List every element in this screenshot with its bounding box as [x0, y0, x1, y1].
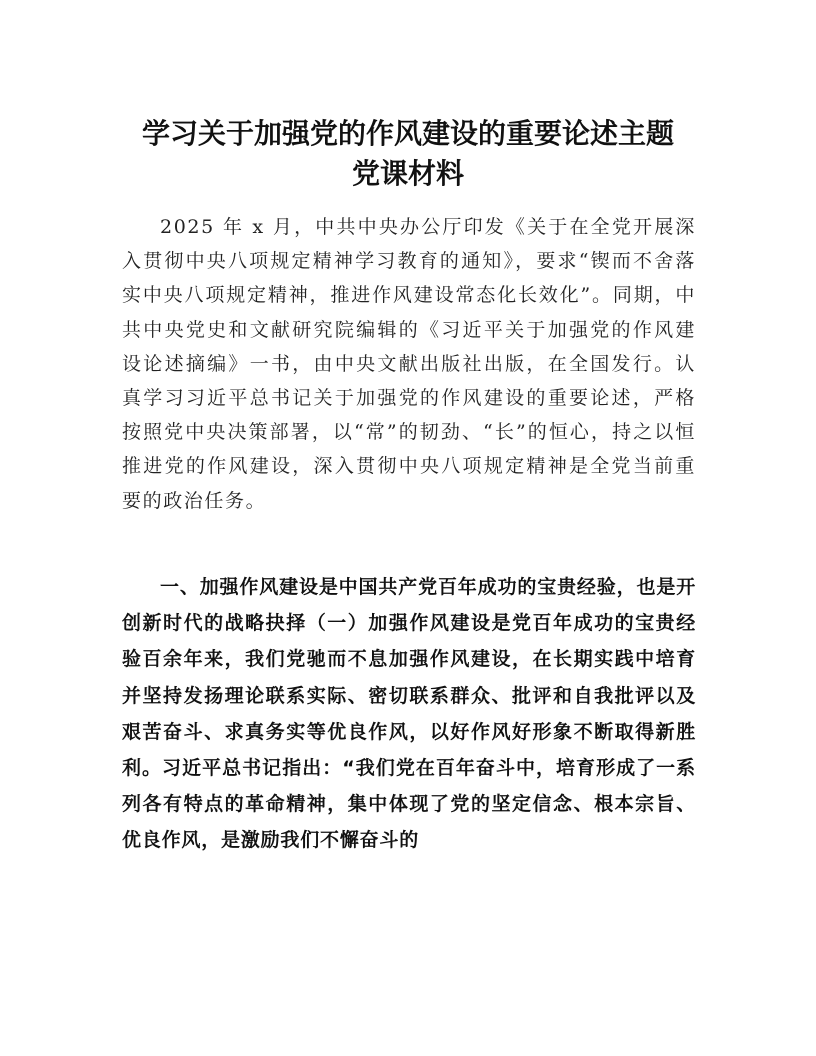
title-line-1: 学习关于加强党的作风建设的重要论述主题: [141, 117, 674, 150]
paragraph-intro: 2025 年 x 月，中共中央办公厅印发《关于在全党开展深入贯彻中央八项规定精神学习教育的通知》，要求“锲而不舍落实中央八项规定精神，推进作风建设常态化长效化”。同期，中共中央党史和文献研究院编辑的《习近平关于加强党的作风建设论述摘编》一书，由中央文献出版社出版，在全国发行。认真学习习近平总书记关于加强党的作风建设的重要论述，严格按照党中央决策部署，以“常”的韧劲、“长”的恒心，持之以恒推进党的作风建设，深入贯彻中央八项规定精神是全党当前重要的政治任务。: [122, 216, 696, 512]
title-line-2: 党课材料: [351, 157, 464, 190]
paragraph-section-one: 一、加强作风建设是中国共产党百年成功的宝贵经验，也是开创新时代的战略抉择（一）加强作风建设是党百年成功的宝贵经验百余年来，我们党驰而不息加强作风建设，在长期实践中培育并坚持发扬理论联系实际、密切联系群众、批评和自我批评以及艰苦奋斗、求真务实等优良作风，以好作风好形象不断取得新胜利。习近平总书记指出：“我们党在百年奋斗中，培育形成了一系列各有特点的革命精神，集中体现了党的坚定信念、根本宗旨、优良作风，是激励我们不懈奋斗的: [122, 576, 696, 852]
document-title: [100, 114, 716, 194]
